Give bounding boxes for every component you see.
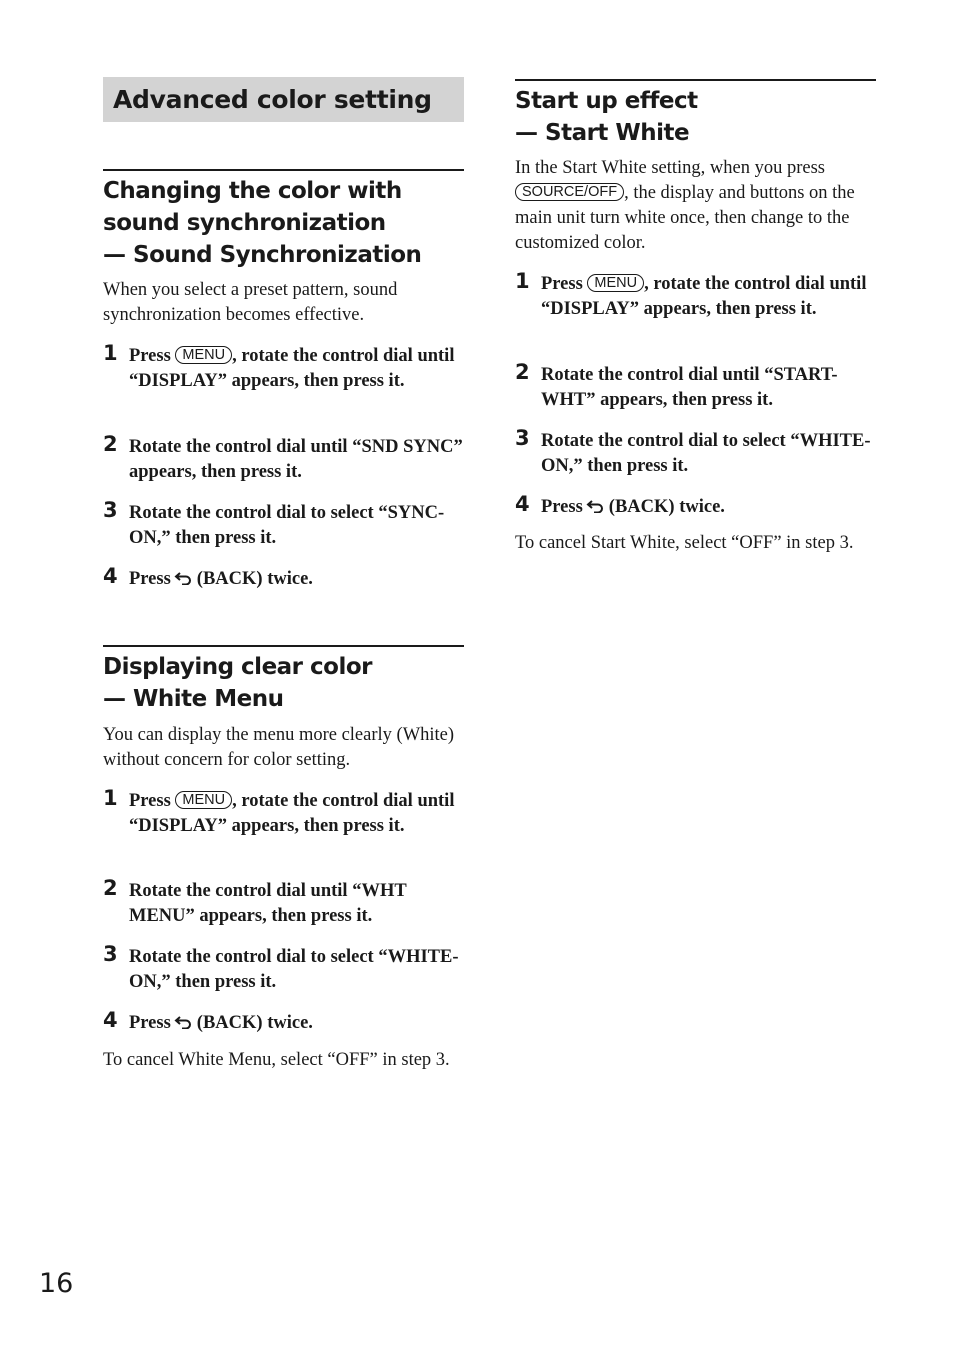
- step-number: 3: [103, 942, 118, 966]
- step-number: 1: [515, 269, 530, 293]
- step-text: Press: [129, 1013, 171, 1033]
- back-arrow-icon: [174, 571, 194, 585]
- white-menu-intro: You can display the menu more clearly (White) without concern for color setting.: [103, 725, 455, 770]
- start-white-step-3: [515, 426, 876, 479]
- back-arrow-icon: [174, 1015, 194, 1029]
- step-text: (BACK) twice.: [196, 1013, 313, 1033]
- white-menu-note: To cancel White Menu, select “OFF” in step 3.: [103, 1050, 450, 1070]
- step-number: 2: [103, 432, 118, 456]
- step-number: 4: [515, 492, 530, 516]
- page-number: 16: [39, 1268, 74, 1299]
- white-menu-step-2: [103, 876, 464, 929]
- menu-key: MENU: [175, 791, 232, 809]
- step-text: Rotate the control dial to select “SYNC-ON,” then press it.: [129, 503, 445, 548]
- step-text: Rotate the control dial to select “WHITE-ON,” then press it.: [541, 431, 871, 476]
- white-menu-step-1: [103, 786, 464, 839]
- start-white-heading: [515, 79, 876, 149]
- step-text: Rotate the control dial until “WHT MENU” appears, then press it.: [129, 881, 407, 926]
- menu-key: MENU: [175, 346, 232, 364]
- heading-line: Changing the color with: [103, 178, 402, 204]
- step-text: Press: [129, 791, 171, 811]
- back-arrow-icon: [586, 499, 606, 513]
- step-text: Press: [129, 346, 171, 366]
- white-menu-step-4: [103, 1008, 464, 1036]
- start-white-step-1: [515, 269, 876, 322]
- step-text: (BACK) twice.: [608, 497, 725, 517]
- start-white-step-4: [515, 492, 876, 520]
- sound-sync-heading: [103, 169, 464, 271]
- heading-line: — Start White: [515, 120, 690, 146]
- step-number: 3: [103, 498, 118, 522]
- sound-sync-step-1: [103, 341, 464, 394]
- step-text: Rotate the control dial to select “WHITE-ON,” then press it.: [129, 947, 459, 992]
- sound-sync-intro: When you select a preset pattern, sound synchronization becomes effective.: [103, 280, 398, 325]
- step-text: Press: [541, 274, 583, 294]
- step-text: Rotate the control dial until “SND SYNC” appears, then press it.: [129, 437, 463, 482]
- start-white-note: To cancel Start White, select “OFF” in step 3.: [515, 533, 854, 553]
- heading-line: Start up effect: [515, 88, 698, 114]
- step-text: (BACK) twice.: [196, 569, 313, 589]
- step-number: 4: [103, 1008, 118, 1032]
- heading-line: — White Menu: [103, 686, 284, 712]
- intro-text: , the display and buttons on the main unit turn white once, then change to the customized color.: [515, 183, 855, 253]
- step-text: Rotate the control dial until “START-WHT” appears, then press it.: [541, 365, 838, 410]
- section-banner: Advanced color setting: [103, 77, 464, 122]
- step-number: 4: [103, 564, 118, 588]
- heading-line: sound synchronization: [103, 210, 386, 236]
- step-number: 2: [103, 876, 118, 900]
- step-number: 1: [103, 786, 118, 810]
- start-white-intro: [515, 156, 876, 256]
- step-text: , rotate the control dial until “DISPLAY” appears, then press it.: [129, 791, 455, 836]
- menu-key: MENU: [587, 274, 644, 292]
- source-off-key: SOURCE/OFF: [515, 183, 624, 201]
- white-menu-step-3: [103, 942, 464, 995]
- step-number: 3: [515, 426, 530, 450]
- step-text: Press: [129, 569, 171, 589]
- step-number: 2: [515, 360, 530, 384]
- sound-sync-step-4: [103, 564, 464, 592]
- white-menu-heading: [103, 645, 464, 715]
- step-text: , rotate the control dial until “DISPLAY” appears, then press it.: [541, 274, 867, 319]
- sound-sync-step-2: [103, 432, 464, 485]
- step-text: Press: [541, 497, 583, 517]
- step-text: , rotate the control dial until “DISPLAY” appears, then press it.: [129, 346, 455, 391]
- sound-sync-step-3: [103, 498, 464, 551]
- heading-line: Displaying clear color: [103, 654, 372, 680]
- start-white-step-2: [515, 360, 876, 413]
- step-number: 1: [103, 341, 118, 365]
- intro-text: In the Start White setting, when you press: [515, 158, 825, 178]
- heading-line: — Sound Synchronization: [103, 242, 422, 268]
